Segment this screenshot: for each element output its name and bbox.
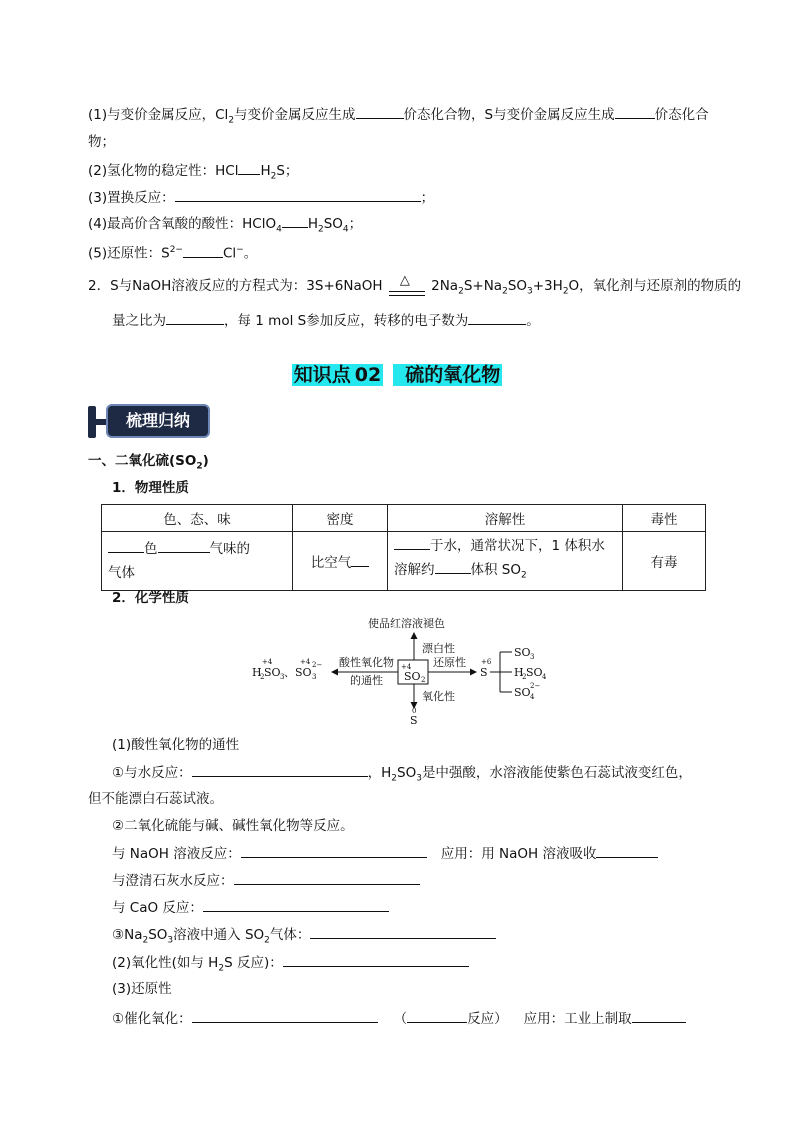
- label-acid-2: 的通性: [350, 674, 383, 687]
- answer-blank[interactable]: [192, 762, 368, 777]
- text: 一、二氧化硫(SO: [88, 453, 197, 469]
- text: SO: [507, 278, 528, 294]
- label-oxid: 氧化性: [422, 690, 455, 703]
- text: +3H: [532, 278, 563, 294]
- left-sub-3: 3: [280, 673, 285, 681]
- right-h2so4-sub4: 4: [542, 673, 547, 681]
- ox-bottom: 0: [412, 707, 417, 715]
- water-line: [112, 762, 692, 789]
- right-h2so4-h: H: [514, 666, 524, 679]
- subscript: 2: [218, 963, 225, 974]
- subscript: 2: [228, 115, 235, 126]
- header-density: 密度: [293, 505, 388, 532]
- base-line: [112, 816, 354, 836]
- text: 溶液中通入 SO: [173, 927, 265, 943]
- label-decolor: 使品红溶液褪色: [368, 617, 445, 630]
- ox-right: +6: [481, 658, 492, 666]
- physical-properties-table: [101, 504, 706, 591]
- ox-left-1: +4: [262, 658, 273, 666]
- kp-label: 知识点: [293, 364, 351, 386]
- text: 与变价金属反应生成: [234, 107, 356, 123]
- text: 2．S与NaOH溶液反应的方程式为：3S+6NaOH: [88, 278, 383, 294]
- kp-heading: 硫的氧化物: [393, 364, 502, 386]
- answer-blank[interactable]: [283, 952, 469, 967]
- text: S+Na: [463, 278, 503, 294]
- superscript: −: [236, 245, 244, 255]
- heat-symbol: △: [399, 272, 410, 288]
- q5-line: [88, 240, 257, 264]
- answer-blank[interactable]: [394, 535, 430, 550]
- text: 气体: [108, 564, 135, 581]
- subscript: 2: [562, 286, 569, 297]
- text: H: [260, 163, 271, 179]
- heat-condition: [387, 272, 427, 302]
- text: ，H: [367, 765, 392, 781]
- water-line-2: [88, 789, 223, 809]
- text: 2．化学性质: [112, 590, 189, 606]
- text: ): [202, 453, 209, 469]
- answer-blank[interactable]: [356, 104, 404, 119]
- text: SO: [323, 216, 343, 232]
- cell-toxicity: [623, 532, 706, 591]
- text: (3)还原性: [112, 981, 172, 997]
- left-h: H: [252, 666, 262, 679]
- badge-stem: [96, 419, 106, 425]
- answer-blank[interactable]: [158, 538, 210, 553]
- text: ①与水反应：: [112, 765, 192, 781]
- text: (1)酸性氧化物的通性: [112, 737, 240, 753]
- text: 应用：用 NaOH 溶液吸收: [440, 846, 597, 862]
- text: O，氧化剂与还原剂的物质的: [568, 278, 742, 294]
- text: 与澄清石灰水反应：: [112, 873, 234, 889]
- right-h2so4-sub: 2: [522, 673, 527, 681]
- right-h2so4-so: SO: [526, 666, 543, 679]
- text: (5)还原性：S: [88, 245, 170, 262]
- acid-heading: [112, 735, 239, 755]
- cao-line: [112, 897, 389, 918]
- answer-blank[interactable]: [183, 243, 223, 258]
- text: 体积 SO: [470, 562, 521, 578]
- text: S 反应)：: [224, 955, 283, 971]
- q1-line-2: [88, 132, 115, 152]
- equals-line: [389, 291, 425, 296]
- text: H: [307, 216, 318, 232]
- text: 气味的: [209, 540, 250, 557]
- answer-blank[interactable]: [234, 870, 420, 885]
- text: ②二氧化硫能与碱、碱性氧化物等反应。: [112, 818, 354, 834]
- q2-line: [88, 160, 298, 187]
- reducing-heading: [112, 979, 172, 999]
- text: 于水，通常状况下，1 体积水: [430, 538, 605, 554]
- subscript: 2: [317, 224, 324, 235]
- subscript: 3: [416, 773, 422, 784]
- text: 是中强酸，水溶液能使紫色石蕊试液变红色，: [421, 765, 692, 781]
- text: ①催化氧化：: [112, 1011, 192, 1027]
- text: 物；: [88, 134, 115, 150]
- q-sulfur-naoh-line-2: [112, 310, 540, 331]
- subscript: 2: [270, 171, 277, 182]
- answer-blank[interactable]: [175, 187, 421, 202]
- text: (1)与变价金属反应，Cl: [88, 107, 229, 123]
- text: 溶解约: [394, 562, 435, 578]
- text: 但不能漂白石蕊试液。: [88, 791, 223, 807]
- na2so3-line: [112, 924, 496, 951]
- subscript: 2: [458, 286, 464, 297]
- text: ，每 1 mol S参加反应，转移的电子数为: [224, 313, 469, 329]
- text: (2)氢化物的稳定性：HCl: [88, 163, 239, 179]
- table-header-row: [102, 505, 706, 532]
- knowledge-point-title: [0, 362, 794, 388]
- right-so3: SO: [514, 646, 531, 659]
- text: 量之比为: [112, 313, 166, 329]
- answer-blank[interactable]: [192, 1008, 378, 1023]
- text: (4)最高价含氧酸的酸性：HClO: [88, 216, 277, 232]
- left-sub-2: 2: [260, 673, 265, 681]
- subscript: 4: [342, 224, 349, 235]
- lime-line: [112, 870, 420, 891]
- q1-line-1: [88, 104, 709, 131]
- catalytic-line: [112, 1008, 686, 1029]
- label-reduce: 还原性: [433, 656, 466, 669]
- text: 价态化合物，S与变价金属反应生成: [403, 107, 615, 123]
- subscript: 2: [264, 935, 270, 946]
- subscript: 2: [521, 570, 527, 581]
- answer-blank[interactable]: [351, 552, 369, 567]
- badge-label: 梳理归纳: [106, 404, 210, 438]
- cell-color: [102, 532, 293, 591]
- header-toxicity: 毒性: [623, 505, 706, 532]
- answer-blank[interactable]: [632, 1008, 686, 1023]
- text: 应用：工业上制取: [523, 1011, 632, 1027]
- superscript: 2−: [169, 245, 183, 255]
- left-sub-3b: 3: [312, 673, 317, 681]
- text: 气体：: [269, 927, 311, 943]
- left-charge: 2−: [312, 661, 323, 669]
- bottom-s: S: [410, 714, 418, 727]
- answer-blank[interactable]: [203, 897, 389, 912]
- label-bleach: 漂白性: [422, 642, 455, 655]
- subscript: 2: [502, 286, 508, 297]
- subscript: 3: [167, 935, 174, 946]
- answer-blank[interactable]: [238, 160, 260, 175]
- summary-badge: [88, 404, 212, 440]
- answer-blank[interactable]: [615, 104, 655, 119]
- text: 有毒: [650, 554, 678, 571]
- text: 与 NaOH 溶液反应：: [112, 846, 241, 862]
- subscript: 2: [391, 773, 397, 784]
- text: （: [393, 1011, 408, 1027]
- ox-left-2: +4: [300, 658, 311, 666]
- label-acid-1: 酸性氧化物: [339, 656, 394, 669]
- ox-center: +4: [401, 663, 412, 671]
- text: ；: [420, 190, 435, 206]
- answer-blank[interactable]: [468, 310, 526, 325]
- text: 价态化合: [654, 107, 709, 123]
- badge-post: [88, 406, 96, 438]
- q-sulfur-naoh-line-1: [88, 272, 742, 302]
- text: S；: [276, 163, 299, 179]
- text: 1．物理性质: [112, 480, 189, 496]
- text: 反应）: [467, 1011, 508, 1027]
- header-color: 色、态、味: [102, 505, 293, 532]
- text: 。: [526, 313, 540, 329]
- subscript: 2: [142, 935, 149, 946]
- subsection-chemical: [112, 588, 189, 608]
- subsection-physical: [112, 478, 189, 498]
- naoh-line: [112, 843, 658, 864]
- left-so: SO: [264, 666, 281, 679]
- subscript: 4: [276, 224, 282, 235]
- center-so2: SO: [404, 670, 421, 683]
- cell-density: [293, 532, 388, 591]
- text: 比空气: [310, 554, 352, 571]
- answer-blank[interactable]: [596, 843, 658, 858]
- text: 。: [243, 245, 258, 262]
- kp-number: 02: [354, 364, 382, 386]
- header-solubility: 溶解性: [388, 505, 623, 532]
- right-so4-sub: 4: [530, 693, 535, 701]
- oxidizing-line: [112, 952, 469, 979]
- text: (2)氧化性(如与 H: [112, 955, 219, 971]
- answer-blank[interactable]: [166, 310, 224, 325]
- text: SO: [397, 765, 417, 781]
- text: Cl: [222, 245, 237, 262]
- subscript: 3: [527, 286, 533, 297]
- text: ③Na: [112, 927, 143, 943]
- text: 与 CaO 反应：: [112, 900, 203, 916]
- answer-blank[interactable]: [310, 924, 496, 939]
- right-so3-sub: 3: [530, 653, 535, 661]
- section-heading-so2: [88, 451, 209, 477]
- answer-blank[interactable]: [282, 213, 308, 228]
- right-so4: SO: [514, 686, 531, 699]
- answer-blank[interactable]: [241, 843, 427, 858]
- text: SO: [148, 927, 168, 943]
- cell-solubility: [388, 532, 623, 591]
- q4-line: [88, 213, 362, 240]
- right-so4-charge: 2−: [530, 682, 541, 690]
- q3-line: [88, 187, 434, 208]
- text: ；: [348, 216, 363, 232]
- answer-blank[interactable]: [407, 1008, 467, 1023]
- right-s: S: [480, 666, 488, 679]
- answer-blank[interactable]: [108, 538, 144, 553]
- so2-properties-diagram: [250, 612, 560, 728]
- text: 色: [144, 540, 158, 557]
- answer-blank[interactable]: [435, 559, 471, 574]
- text: 2Na: [431, 278, 459, 294]
- center-sub: 2: [421, 676, 426, 684]
- subscript: 2: [196, 461, 203, 472]
- text: (3)置换反应：: [88, 190, 175, 206]
- left-so-ion: 、SO: [284, 666, 312, 679]
- table-row: [102, 532, 706, 591]
